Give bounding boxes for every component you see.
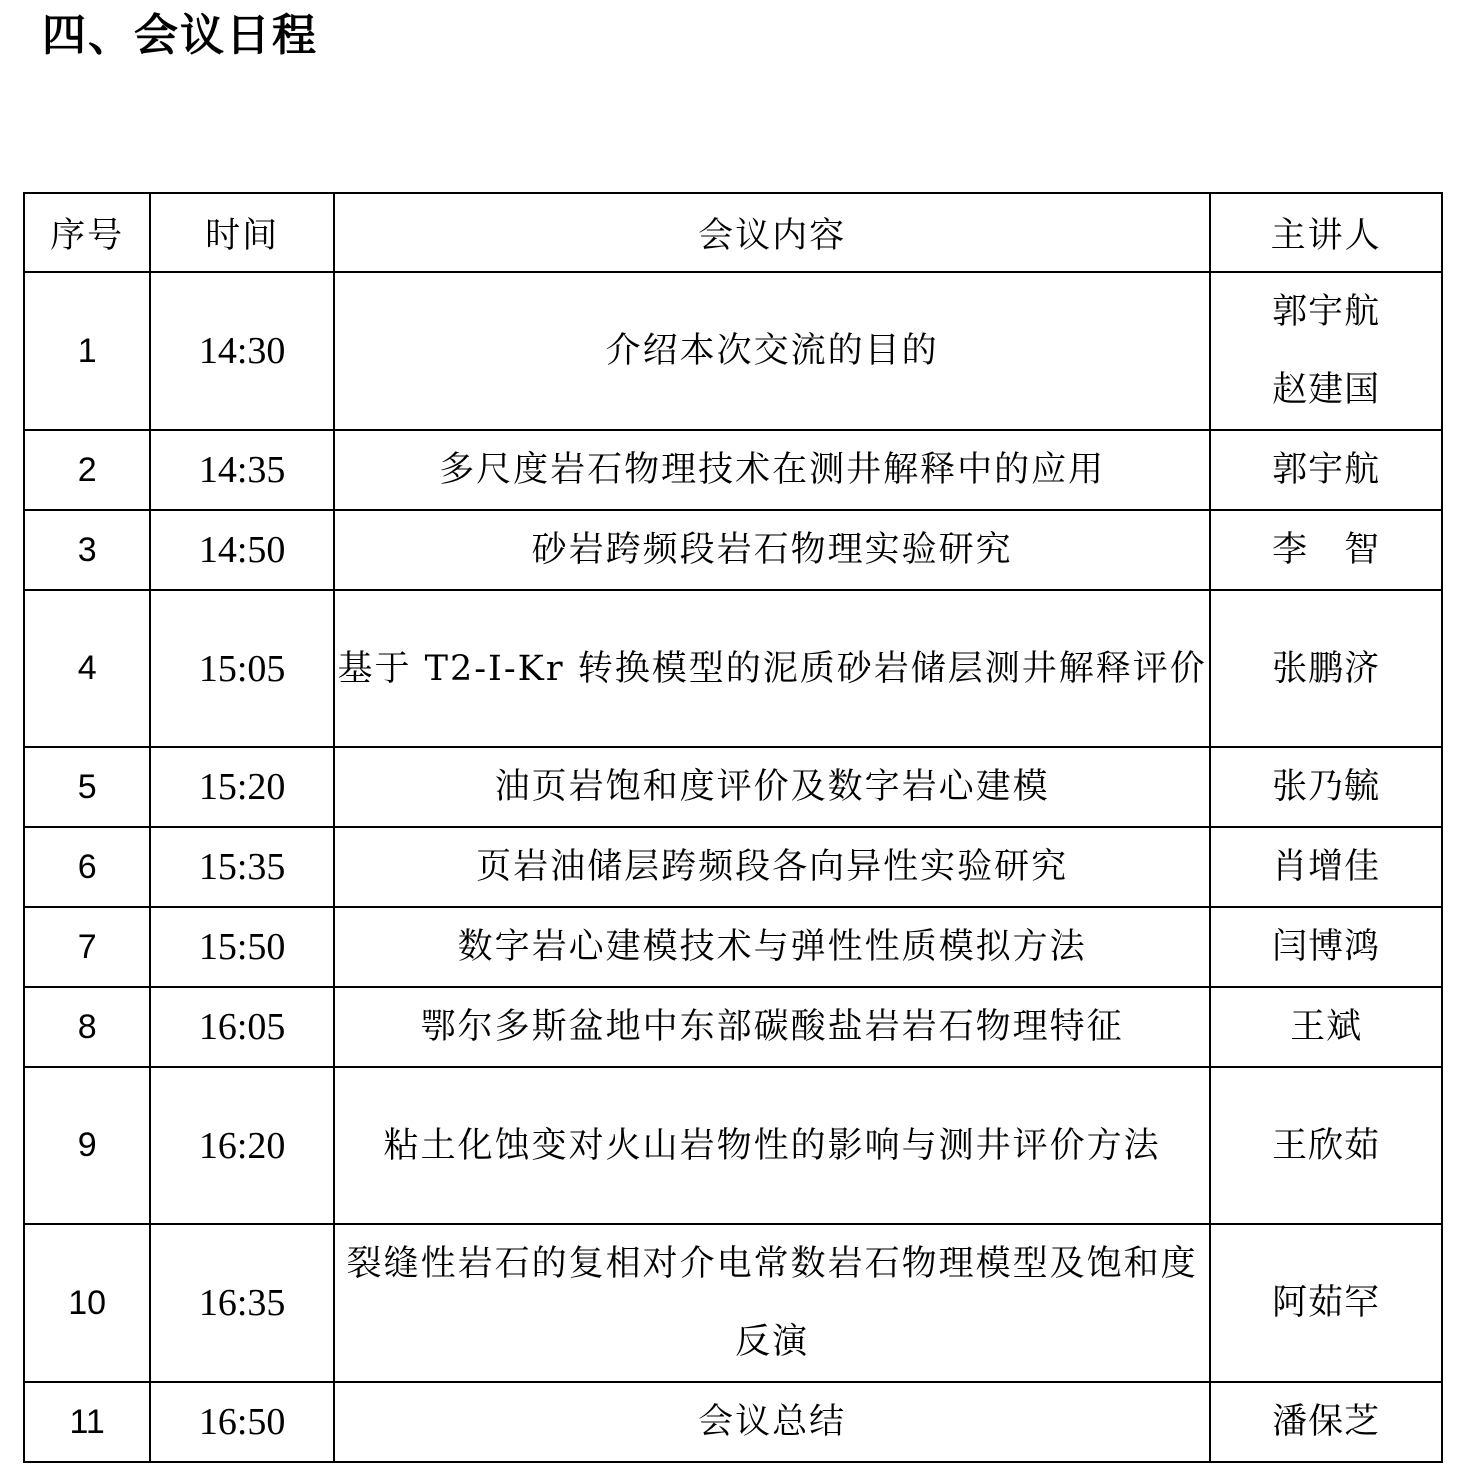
speaker-name: 王欣茹 [1272,1125,1381,1166]
agenda-body [24,272,1442,1462]
header-content: 会议内容 [334,193,1210,272]
row-number: 1 [24,272,150,430]
row-speaker [1210,1224,1442,1382]
table-row [24,510,1442,590]
row-content: 数字岩心建模技术与弹性性质模拟方法 [334,907,1210,987]
row-content: 粘土化蚀变对火山岩物性的影响与测井评价方法 [334,1067,1210,1224]
header-speaker: 主讲人 [1210,193,1442,272]
row-speaker [1210,747,1442,827]
speaker-name: 王斌 [1290,1007,1363,1047]
row-speaker [1210,827,1442,907]
row-speaker [1210,510,1442,590]
row-time: 16:35 [150,1224,334,1382]
row-speaker [1210,430,1442,510]
row-number: 5 [24,747,150,827]
table-row [24,1224,1442,1382]
table-row [24,1067,1442,1224]
agenda-table [23,192,1443,1463]
row-number: 11 [24,1382,150,1462]
row-number: 10 [24,1224,150,1382]
row-time: 15:35 [150,827,334,907]
row-content: 会议总结 [334,1382,1210,1462]
table-row [24,747,1442,827]
row-time: 16:05 [150,987,334,1067]
row-speaker [1210,987,1442,1067]
speaker-name: 肖增佳 [1272,847,1381,887]
table-row [24,272,1442,430]
row-time: 14:50 [150,510,334,590]
speaker-name: 郭宇航 [1272,292,1381,332]
table-row [24,827,1442,907]
row-content: 基于 T2-I-Kr 转换模型的泥质砂岩储层测井解释评价 [334,590,1210,747]
row-content: 多尺度岩石物理技术在测井解释中的应用 [334,430,1210,510]
row-time: 14:35 [150,430,334,510]
row-speaker [1210,907,1442,987]
row-content: 页岩油储层跨频段各向异性实验研究 [334,827,1210,907]
row-content: 砂岩跨频段岩石物理实验研究 [334,510,1210,590]
speaker-name: 赵建国 [1272,370,1381,410]
table-row [24,907,1442,987]
row-speaker [1210,1382,1442,1462]
row-number: 9 [24,1067,150,1224]
table-row [24,987,1442,1067]
row-time: 16:50 [150,1382,334,1462]
row-number: 3 [24,510,150,590]
row-time: 15:20 [150,747,334,827]
speaker-name: 潘保芝 [1272,1402,1381,1442]
table-row [24,590,1442,747]
row-content: 介绍本次交流的目的 [334,272,1210,430]
row-number: 7 [24,907,150,987]
row-content: 鄂尔多斯盆地中东部碳酸盐岩岩石物理特征 [334,987,1210,1067]
header-no: 序号 [24,193,150,272]
row-content: 油页岩饱和度评价及数字岩心建模 [334,747,1210,827]
row-time: 15:50 [150,907,334,987]
table-header-row [24,193,1442,272]
speaker-name: 阿茹罕 [1272,1283,1381,1323]
row-number: 4 [24,590,150,747]
table-row [24,430,1442,510]
speaker-name: 郭宇航 [1272,450,1381,490]
section-title: 四、会议日程 [42,10,318,61]
row-content: 裂缝性岩石的复相对介电常数岩石物理模型及饱和度反演 [334,1224,1210,1382]
table-row [24,1382,1442,1462]
row-speaker [1210,272,1442,430]
row-time: 16:20 [150,1067,334,1224]
row-time: 14:30 [150,272,334,430]
speaker-name: 闫博鸿 [1272,927,1381,967]
row-speaker [1210,590,1442,747]
speaker-name: 张乃毓 [1272,767,1381,807]
header-time: 时间 [150,193,334,272]
row-number: 2 [24,430,150,510]
row-time: 15:05 [150,590,334,747]
speaker-name: 张鹏济 [1272,648,1381,689]
row-number: 6 [24,827,150,907]
row-speaker [1210,1067,1442,1224]
row-number: 8 [24,987,150,1067]
speaker-name: 李 智 [1272,530,1381,570]
